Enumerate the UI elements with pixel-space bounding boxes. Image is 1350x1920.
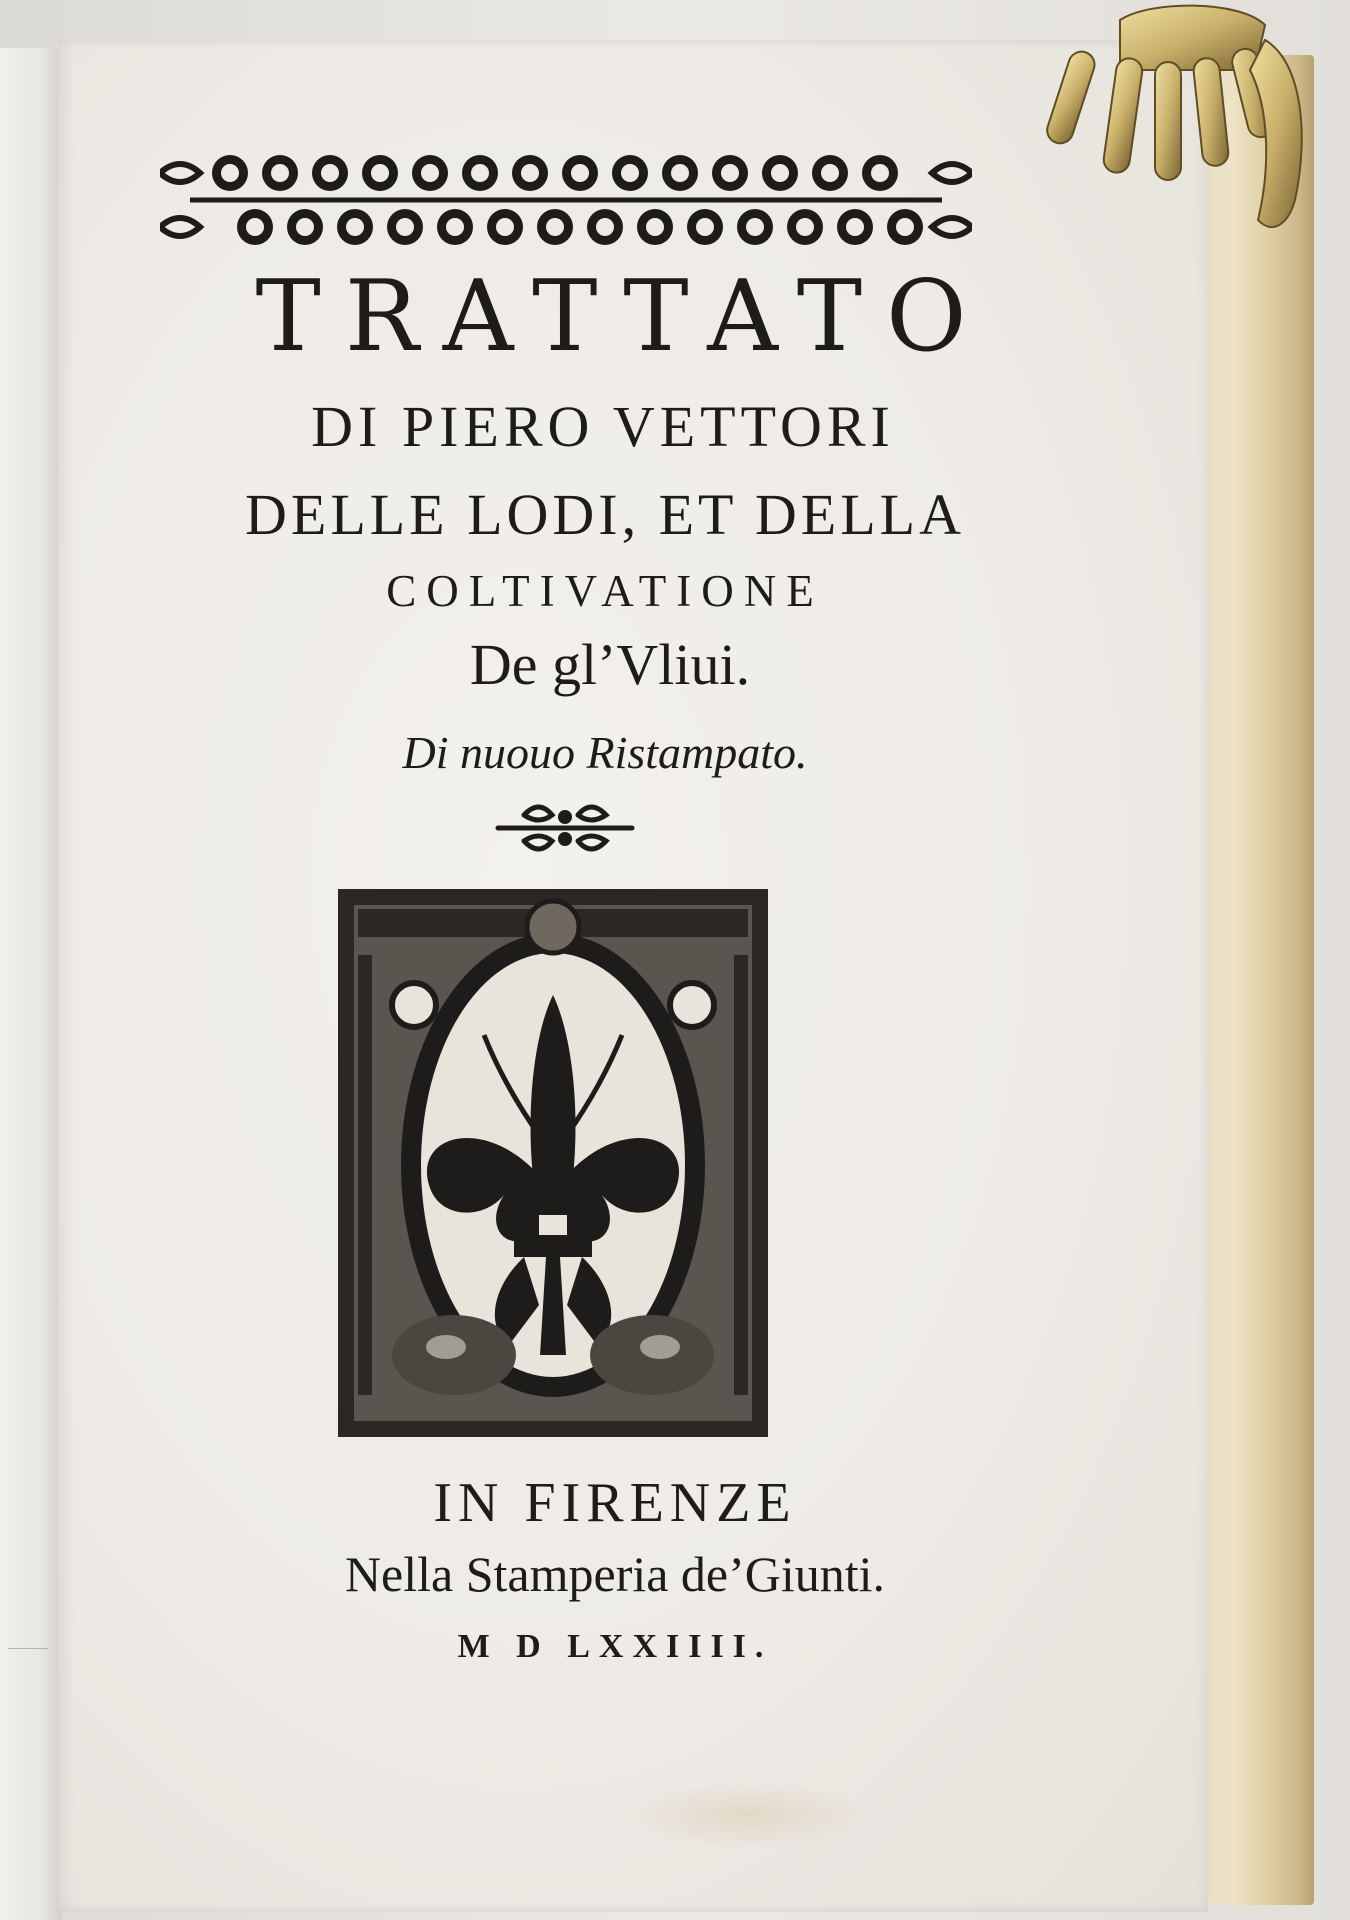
fleuron-ornament-icon: [494, 795, 636, 861]
vellum-binding: [1202, 55, 1314, 1905]
edition-note: Di nuouo Ristampato.: [402, 727, 808, 778]
imprint-press: Nella Stamperia de’Giunti.: [344, 1546, 886, 1602]
author-line: DI PIERO VETTORI: [311, 394, 895, 459]
subject-line-2: COLTIVATIONE: [386, 566, 824, 616]
subject-line-3: De gl’Vliui.: [469, 632, 751, 697]
book-title: TRATTATO: [255, 260, 991, 374]
imprint-year: M D LXXIIII.: [457, 1628, 773, 1665]
subject-line-1: DELLE LODI, ET DELLA: [245, 482, 965, 547]
fleur-de-lis-device-icon: [334, 885, 772, 1441]
brass-hand-clip-icon: [1040, 0, 1315, 260]
headpiece-ornament-icon: [160, 145, 972, 255]
water-stain: [618, 1780, 878, 1850]
imprint-city: IN FIRENZE: [433, 1472, 797, 1534]
